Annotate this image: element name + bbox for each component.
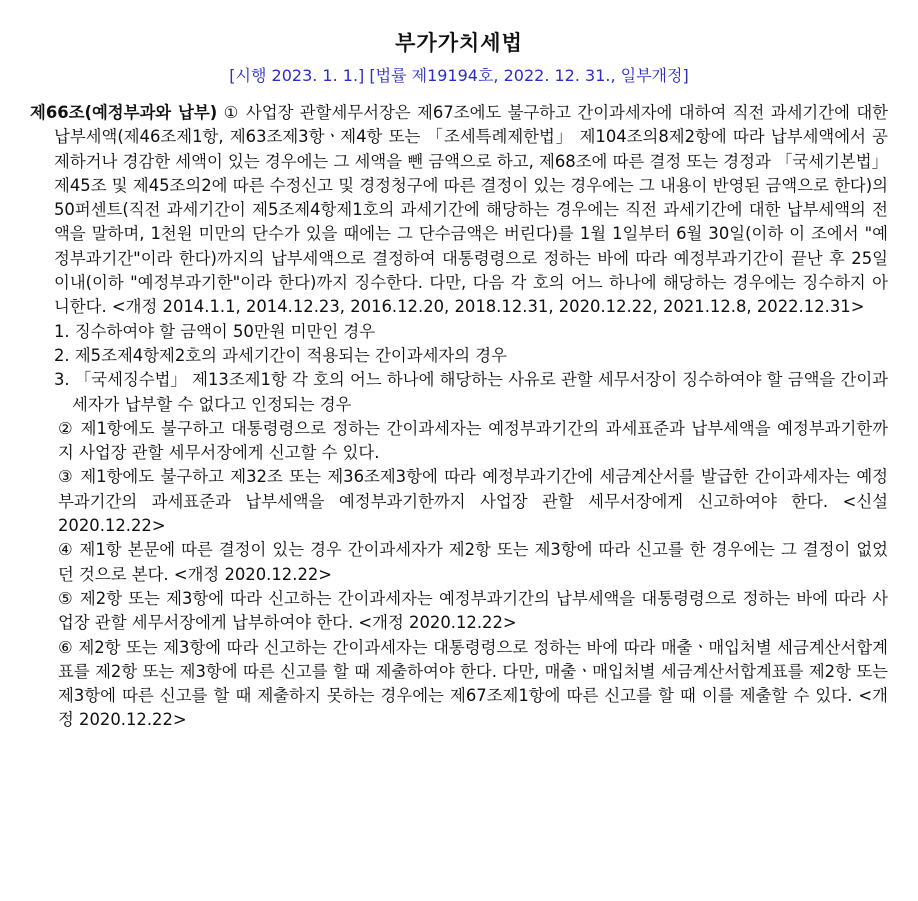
article-paragraph-2: ② 제1항에도 불구하고 대통령령으로 정하는 간이과세자는 예정부과기간의 과세표준과 납부세액을 예정부과기한까지 사업장 관할 세무서장에게 신고할 수 있다. bbox=[58, 418, 888, 463]
law-title: 부가가치세법 bbox=[395, 31, 523, 55]
list-item-3: 3. 「국세징수법」 제13조제1항 각 호의 어느 하나에 해당하는 사유로 관할 세무서장이 징수하여야 할 금액을 간이과세자가 납부할 수 없다고 인정되는 경우 bbox=[54, 370, 888, 414]
article-paragraph-1 bbox=[30, 101, 888, 320]
list-item-2: 2. 제5조제4항제2호의 과세기간이 적용되는 간이과세자의 경우 bbox=[54, 345, 507, 365]
article-paragraph-4: ④ 제1항 본문에 따른 결정이 있는 경우 간이과세자가 제2항 또는 제3항에 따라 신고를 한 경우에는 그 결정이 없었던 것으로 본다. <개정 2020.12.22> bbox=[58, 540, 888, 584]
law-enforcement-info: [시행 2023. 1. 1.] [법률 제19194호, 2022. 12. 31., 일부개정] bbox=[229, 66, 689, 85]
article-heading: 제66조(예정부과와 납부) bbox=[30, 103, 218, 122]
article-paragraph-3: ③ 제1항에도 불구하고 제32조 또는 제36조제3항에 따라 예정부과기간에 세금계산서를 발급한 간이과세자는 예정부과기간의 과세표준과 납부세액을 예정부과기한까지 사업장 관할 세무서장에게 신고하여야 한다. <신설 2020.12.22> bbox=[58, 467, 888, 536]
list-item-1: 1. 징수하여야 할 금액이 50만원 미만인 경우 bbox=[54, 321, 376, 341]
article-paragraph-6: ⑥ 제2항 또는 제3항에 따라 신고하는 간이과세자는 대통령령으로 정하는 바에 따라 매출ㆍ매입처별 세금계산서합계표를 제2항 또는 제3항에 따른 신고를 할 때 제출하여야 한다. 다만, 매출ㆍ매입처별 세금계산서합계표를 제2항 또는 제3항에 따른 신고를 할 때 제출하지 못하는 경우에는 제67조제1항에 따른 신고를 할 때 이를 제출할 수 있다. <개정 2020.12.22> bbox=[58, 637, 888, 730]
paragraph-1-text: ① 사업장 관할세무서장은 제67조에도 불구하고 간이과세자에 대하여 직전 과세기간에 대한 납부세액(제46조제1항, 제63조제3항ㆍ제4항 또는 「조세특례제한법」 제104조의8제2항에 따라 납부세액에서 공제하거나 경감한 세액이 있는 경우에는 그 세액을 뺀 금액으로 하고, 제68조에 따른 결정 또는 경정과 「국세기본법」 제45조 및 제45조의2에 따른 수정신고 및 경정청구에 따른 결정이 있는 경우에는 그 내용이 반영된 금액으로 한다)의 50퍼센트(직전 과세기간이 제5조제4항제1호의 과세기간에 해당하는 경우에는 직전 과세기간에 대한 납부세액의 전액을 말하며, 1천원 미만의 단수가 있을 때에는 그 단수금액은 버린다)를 1월 1일부터 6월 30일(이하 이 조에서 "예정부과기간"이라 한다)까지의 납부세액으로 결정하여 대통령령으로 정하는 바에 따라 예정부과기간이 끝난 후 25일 이내(이하 "예정부과기한"이라 한다)까지 징수한다. 다만, 다음 각 호의 어느 하나에 해당하는 경우에는 징수하지 아니한다. <개정 2014.1.1, 2014.12.23, 2016.12.20, 2018.12.31, 2020.12.22, 2021.12.8, 2022.12.31> bbox=[54, 103, 888, 317]
article-66 bbox=[30, 101, 888, 733]
article-paragraph-5: ⑤ 제2항 또는 제3항에 따라 신고하는 간이과세자는 예정부과기간의 납부세액을 대통령령으로 정하는 바에 따라 사업장 관할 세무서장에게 납부하여야 한다. <개정 2020.12.22> bbox=[58, 588, 888, 633]
